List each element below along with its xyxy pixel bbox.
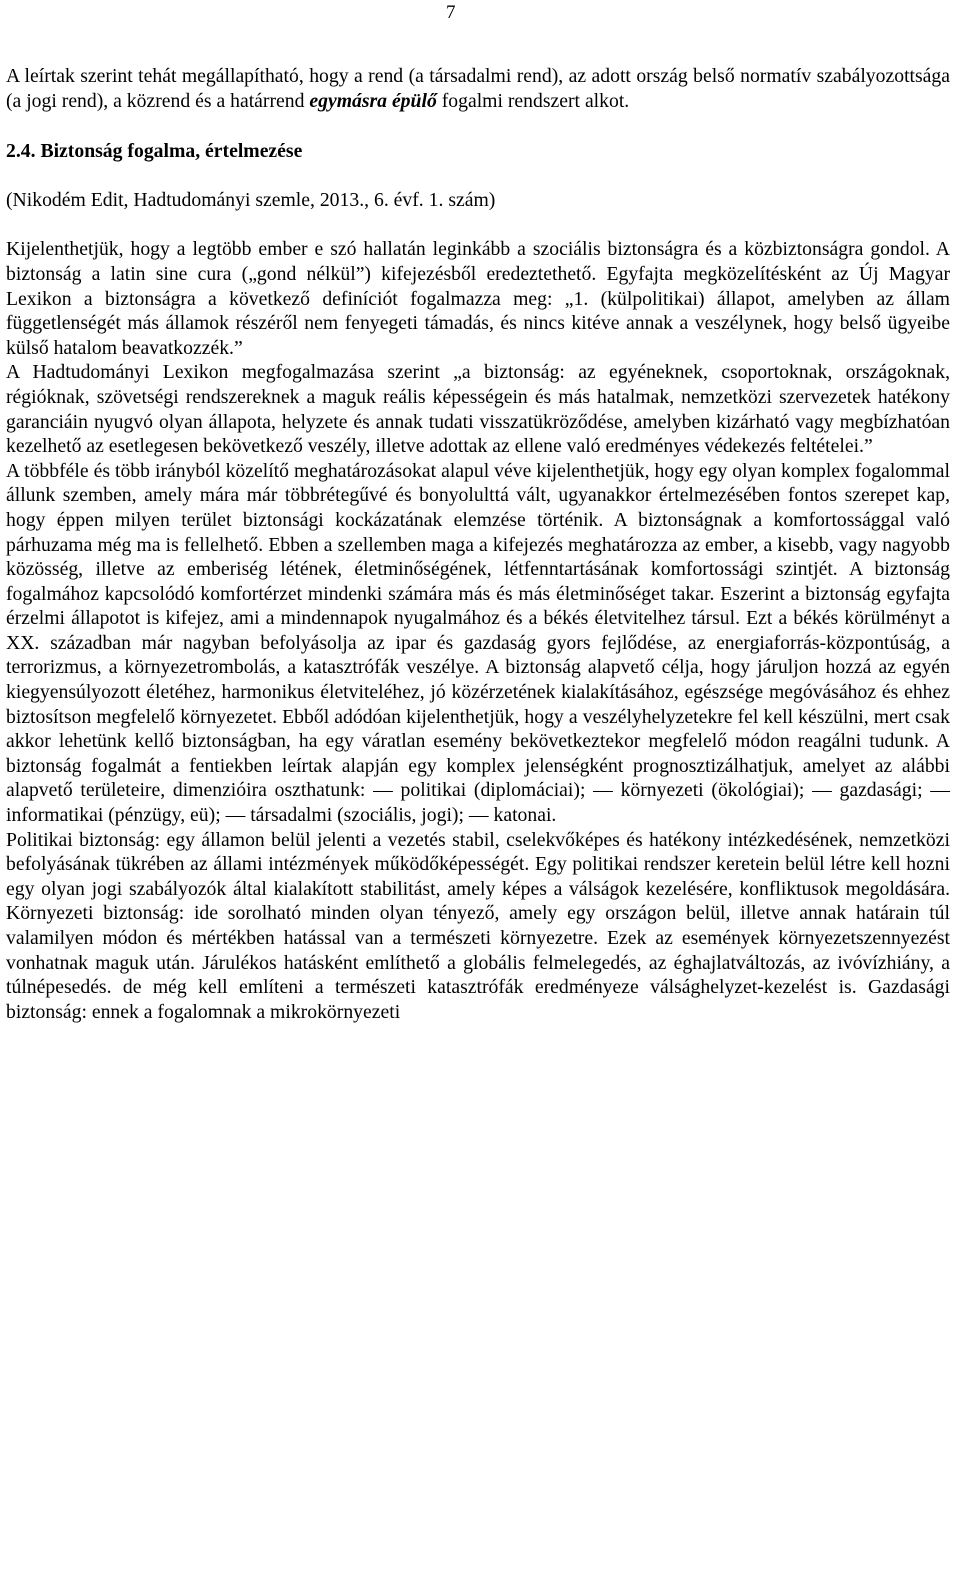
page-number: 7 xyxy=(446,2,456,23)
intro-text-after: fogalmi rendszert alkot. xyxy=(436,89,630,112)
intro-text-before: A leírtak szerint tehát megállapítható, hogy a rend (a társadalmi rend), az adott ország belső normatív szabályozottsága (a jogi rend), a közrend és a határrend xyxy=(6,65,950,112)
body-paragraph-1: Kijelenthetjük, hogy a legtöbb ember e szó hallatán leginkább a szociális biztonságra és a közbiztonságra gondol. A biztonság a latin sine cura („gond nélkül”) kifejezésből eredeztethető. Egyfajta megközelítésként az Új Magyar Lexikon a biztonságra a következő definíciót fogalmazza meg: „1. (külpolitikai) állapot, amelyben az állam függetlenségét más államok részéről nem fenyegeti támadás, és nincs kitéve annak a veszélynek, hogy belső ügyeibe külső hatalom beavatkozzék.” xyxy=(6,238,950,359)
section-heading: 2.4. Biztonság fogalma, értelmezése xyxy=(6,140,303,163)
source-citation: (Nikodém Edit, Hadtudományi szemle, 2013., 6. évf. 1. szám) xyxy=(6,188,496,211)
intro-emphasis: egymásra épülő xyxy=(309,89,437,112)
intro-paragraph xyxy=(6,64,950,113)
document-body xyxy=(6,64,950,1024)
body-paragraph-3: A többféle és több irányból közelítő meghatározásokat alapul véve kijelenthetjük, hogy egy olyan komplex fogalommal állunk szemben, amely mára már többrétegűvé és bonyolulttá vált, ugyanakkor értelmezésében fontos szerepet kap, hogy éppen milyen terület biztonsági kockázatának elemzése történik. A biztonságnak a komfortossággal való párhuzama még ma is fellelhető. Ebben a szellemben maga a kifejezés meghatározza az ember, a kisebb, vagy nagyobb közösség, illetve az emberiség létének, életminőségének, létfenntartásának komfortossági szintjét. A biztonság fogalmához kapcsolódó komfortérzet mindenki számára más és más életminőséget takar. Eszerint a biztonság egyfajta érzelmi állapotot is kifejez, ami a mindennapok nyugalmához és a békés életvitelhez társul. Ezt a békés körülményt a XX. században már nagyban befolyásolja az ipar és gazdaság gyors fejlődése, az energiaforrás-központúság, a terrorizmus, a környezetrombolás, a katasztrófák veszélye. A biztonság alapvető célja, hogy járuljon hozzá az egyén kiegyensúlyozott életéhez, harmonikus életviteléhez, jó közérzetének kialakításához, egészsége megóvásához és ehhez biztosítson megfelelő környezetet. Ebből adódóan kijelenthetjük, hogy a veszélyhelyzetekre fel kell készülni, mert csak akkor lehetünk kellő biztonságban, ha egy váratlan esemény bekövetkeztekor megfelelő módon reagálni tudunk. A biztonság fogalmát a fentiekben leírtak alapján egy komplex jelenségként prognosztizálhatjuk, amelyet az alábbi alapvető területeire, dimenzióira oszthatunk: ― politikai (diplomáciai); ― környezeti (ökológiai); ― gazdasági; ― informatikai (pénzügy, eü); ― társadalmi (szociális, jogi); ― katonai. xyxy=(6,459,950,827)
body-paragraph-4: Politikai biztonság: egy államon belül jelenti a vezetés stabil, cselekvőképes és hatékony intézkedésének, nemzetközi befolyásának tükrében az állami intézmények működőképességét. Egy politikai rendszer keretein belül létre kell hozni egy olyan jogi szabályozók által kialakított stabilitást, amely képes a válságok kezelésére, konfliktusok megoldására. Környezeti biztonság: ide sorolható minden olyan tényező, amely egy országon belül, illetve annak határain túl valamilyen módon és mértékben hatással van a természeti környezetre. Ezek az események környezetszennyezést vonhatnak maguk után. Járulékos hatásként említhető a globális felmelegedés, az éghajlatváltozás, az ivóvízhiány, a túlnépesedés. de még kell említeni a természeti katasztrófák eredményeze válsághelyzet-kezelést is. Gazdasági biztonság: ennek a fogalomnak a mikrokörnyezeti xyxy=(6,828,950,1023)
body-paragraph-2: A Hadtudományi Lexikon megfogalmazása szerint „a biztonság: az egyéneknek, csoportoknak, országoknak, régióknak, szövetségi rendszereknek a maguk reális képességein és más hatalmak, nemzetközi szervezetek hatékony garanciáin nyugvó olyan állapota, helyzete és annak tudati visszatükröződése, amelyben kizárható vagy megbízhatóan kezelhető az esetlegesen bekövetkező veszély, illetve adottak az ellene való eredményes védekezés feltételei.” xyxy=(6,361,950,458)
